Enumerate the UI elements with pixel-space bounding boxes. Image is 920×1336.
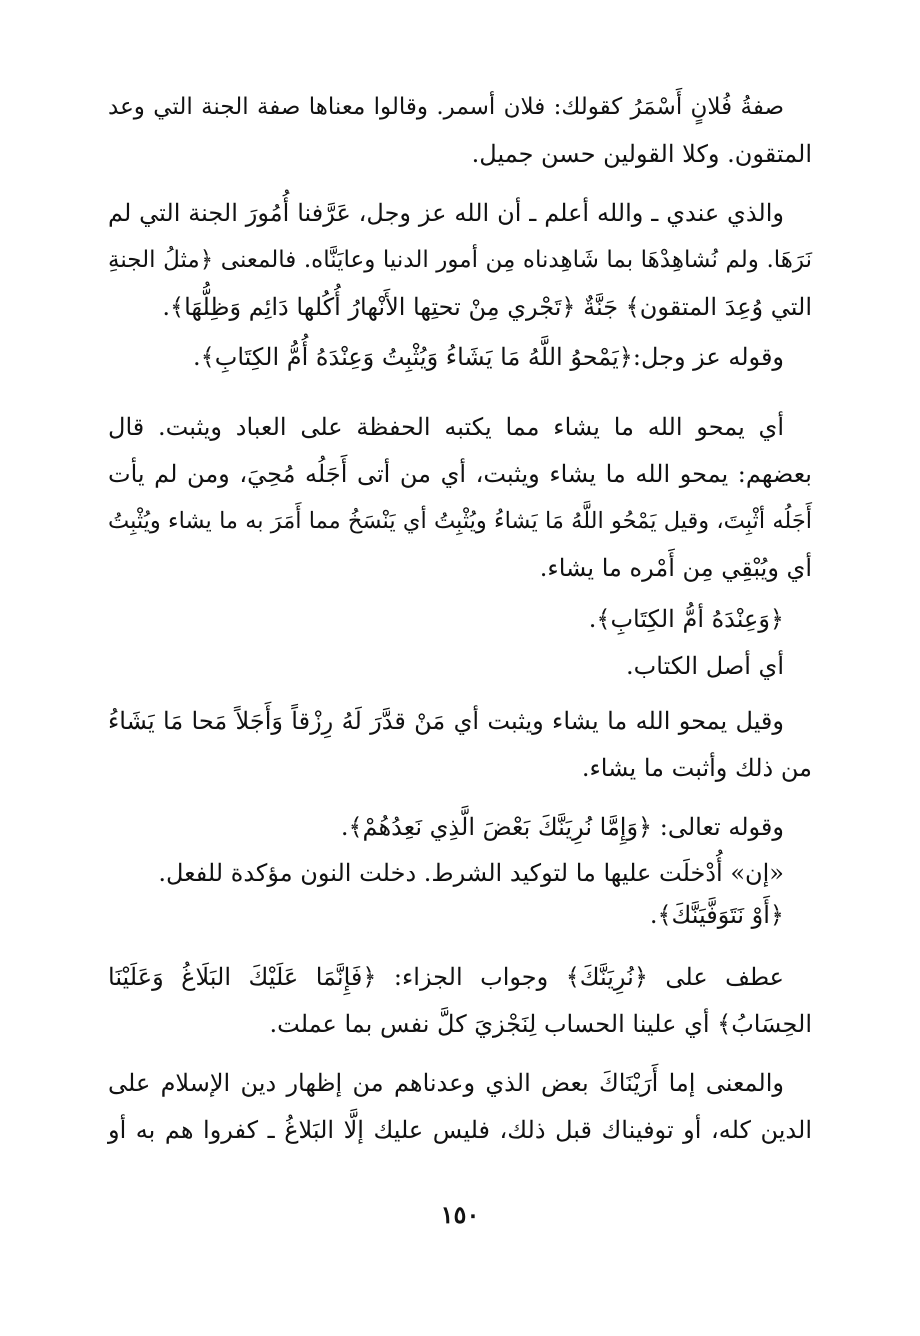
text-line: أَجَلُه أثْبِتَ، وقيل يَمْحُو اللَّهُ مَا يَشاءُ ويُثْبِتُ أي يَنْسَخُ مما أَمَرَ به ما يشاء ويُثْبِتُ <box>108 508 812 534</box>
text-line: والذي عندي ـ والله أعلم ـ أن الله عز وجل، عَرَّفنا أُمُورَ الجنة التي لم <box>108 199 784 227</box>
page-number: ١٥٠ <box>440 1200 480 1229</box>
text-line: أي أصل الكتاب. <box>626 652 784 680</box>
text-line: والمعنى إما أَرَيْنَاكَ بعض الذي وعدناهم من إظهار دين الإسلام على <box>108 1069 784 1097</box>
text-line: ﴿أَوْ نَتَوَفَّيَنَّكَ﴾. <box>649 901 784 929</box>
text-line: وقيل يمحو الله ما يشاء ويثبت أي مَنْ قدَّرَ لَهُ رِزْقاً وَأَجَلاً مَحا مَا يَشَاءُ <box>108 707 784 735</box>
text-line: المتقون. وكلا القولين حسن جميل. <box>471 140 812 168</box>
paragraph-6 <box>108 698 812 792</box>
text-line: نَرَهَا. ولم نُشاهِدْهَا بما شَاهِدناه مِن أمور الدنيا وعايَنَّاه. فالمعنى ﴿مثلُ الجنةِ <box>108 247 812 273</box>
paragraph-5 <box>108 596 812 690</box>
paragraph-7 <box>108 804 812 935</box>
text-line: صفةُ فُلانٍ أَسْمَرُ كقولك: فلان أسمر. وقالوا معناها صفة الجنة التي وعد <box>108 94 784 120</box>
text-line: أي ويُبْقِي مِن أَمْره ما يشاء. <box>539 554 812 582</box>
text-line: الدين كله، أو توفيناك قبل ذلك، فليس عليك إلَّا البَلاغُ ـ كفروا هم به أو <box>108 1116 812 1144</box>
paragraph-9 <box>108 1060 812 1154</box>
text-line: وقوله تعالى: ﴿وَإِمَّا نُرِيَنَّكَ بَعْضَ الَّذِي نَعِدُهُمْ﴾. <box>340 813 784 841</box>
text-line: بعضهم: يمحو الله ما يشاء ويثبت، أي من أتى أَجَلُه مُحِيَ، ومن لم يأت <box>108 460 812 488</box>
paragraph-1 <box>108 84 812 178</box>
text-line: أي يمحو الله ما يشاء مما يكتبه الحفظة على العباد ويثبت. قال <box>108 413 784 441</box>
text-line: وقوله عز وجل:﴿يَمْحوُ اللَّهُ مَا يَشَاءُ وَيُثْبِتُ وَعِنْدَهُ أُمُّ الكِتَابِ﴾. <box>193 343 784 371</box>
paragraph-8 <box>108 954 812 1048</box>
text-line: «إن» أُدْخلَت عليها ما لتوكيد الشرط. دخلت النون مؤكدة للفعل. <box>158 859 784 887</box>
text-line: عطف على ﴿نُرِيَنَّكَ﴾ وجواب الجزاء: ﴿فَإِنَّمَا عَلَيْكَ البَلَاغُ وَعَلَيْنَا <box>108 963 784 991</box>
paragraph-2 <box>108 190 812 331</box>
paragraph-3 <box>108 334 812 381</box>
text-line: الحِسَابُ﴾ أي علينا الحساب لِنَجْزيَ كلَّ نفس بما عملت. <box>269 1010 812 1038</box>
text-line: ﴿وَعِنْدَهُ أمُّ الكِتَابِ﴾. <box>588 605 784 633</box>
paragraph-4 <box>108 404 812 592</box>
text-line: من ذلك وأثبت ما يشاء. <box>581 754 812 782</box>
text-line: التي وُعِدَ المتقون﴾ جَنَّةٌ ﴿تَجْري مِنْ تحتِها الأَنْهارُ أُكُلها دَائِم وَظِلُّهَا﴾. <box>162 293 812 321</box>
